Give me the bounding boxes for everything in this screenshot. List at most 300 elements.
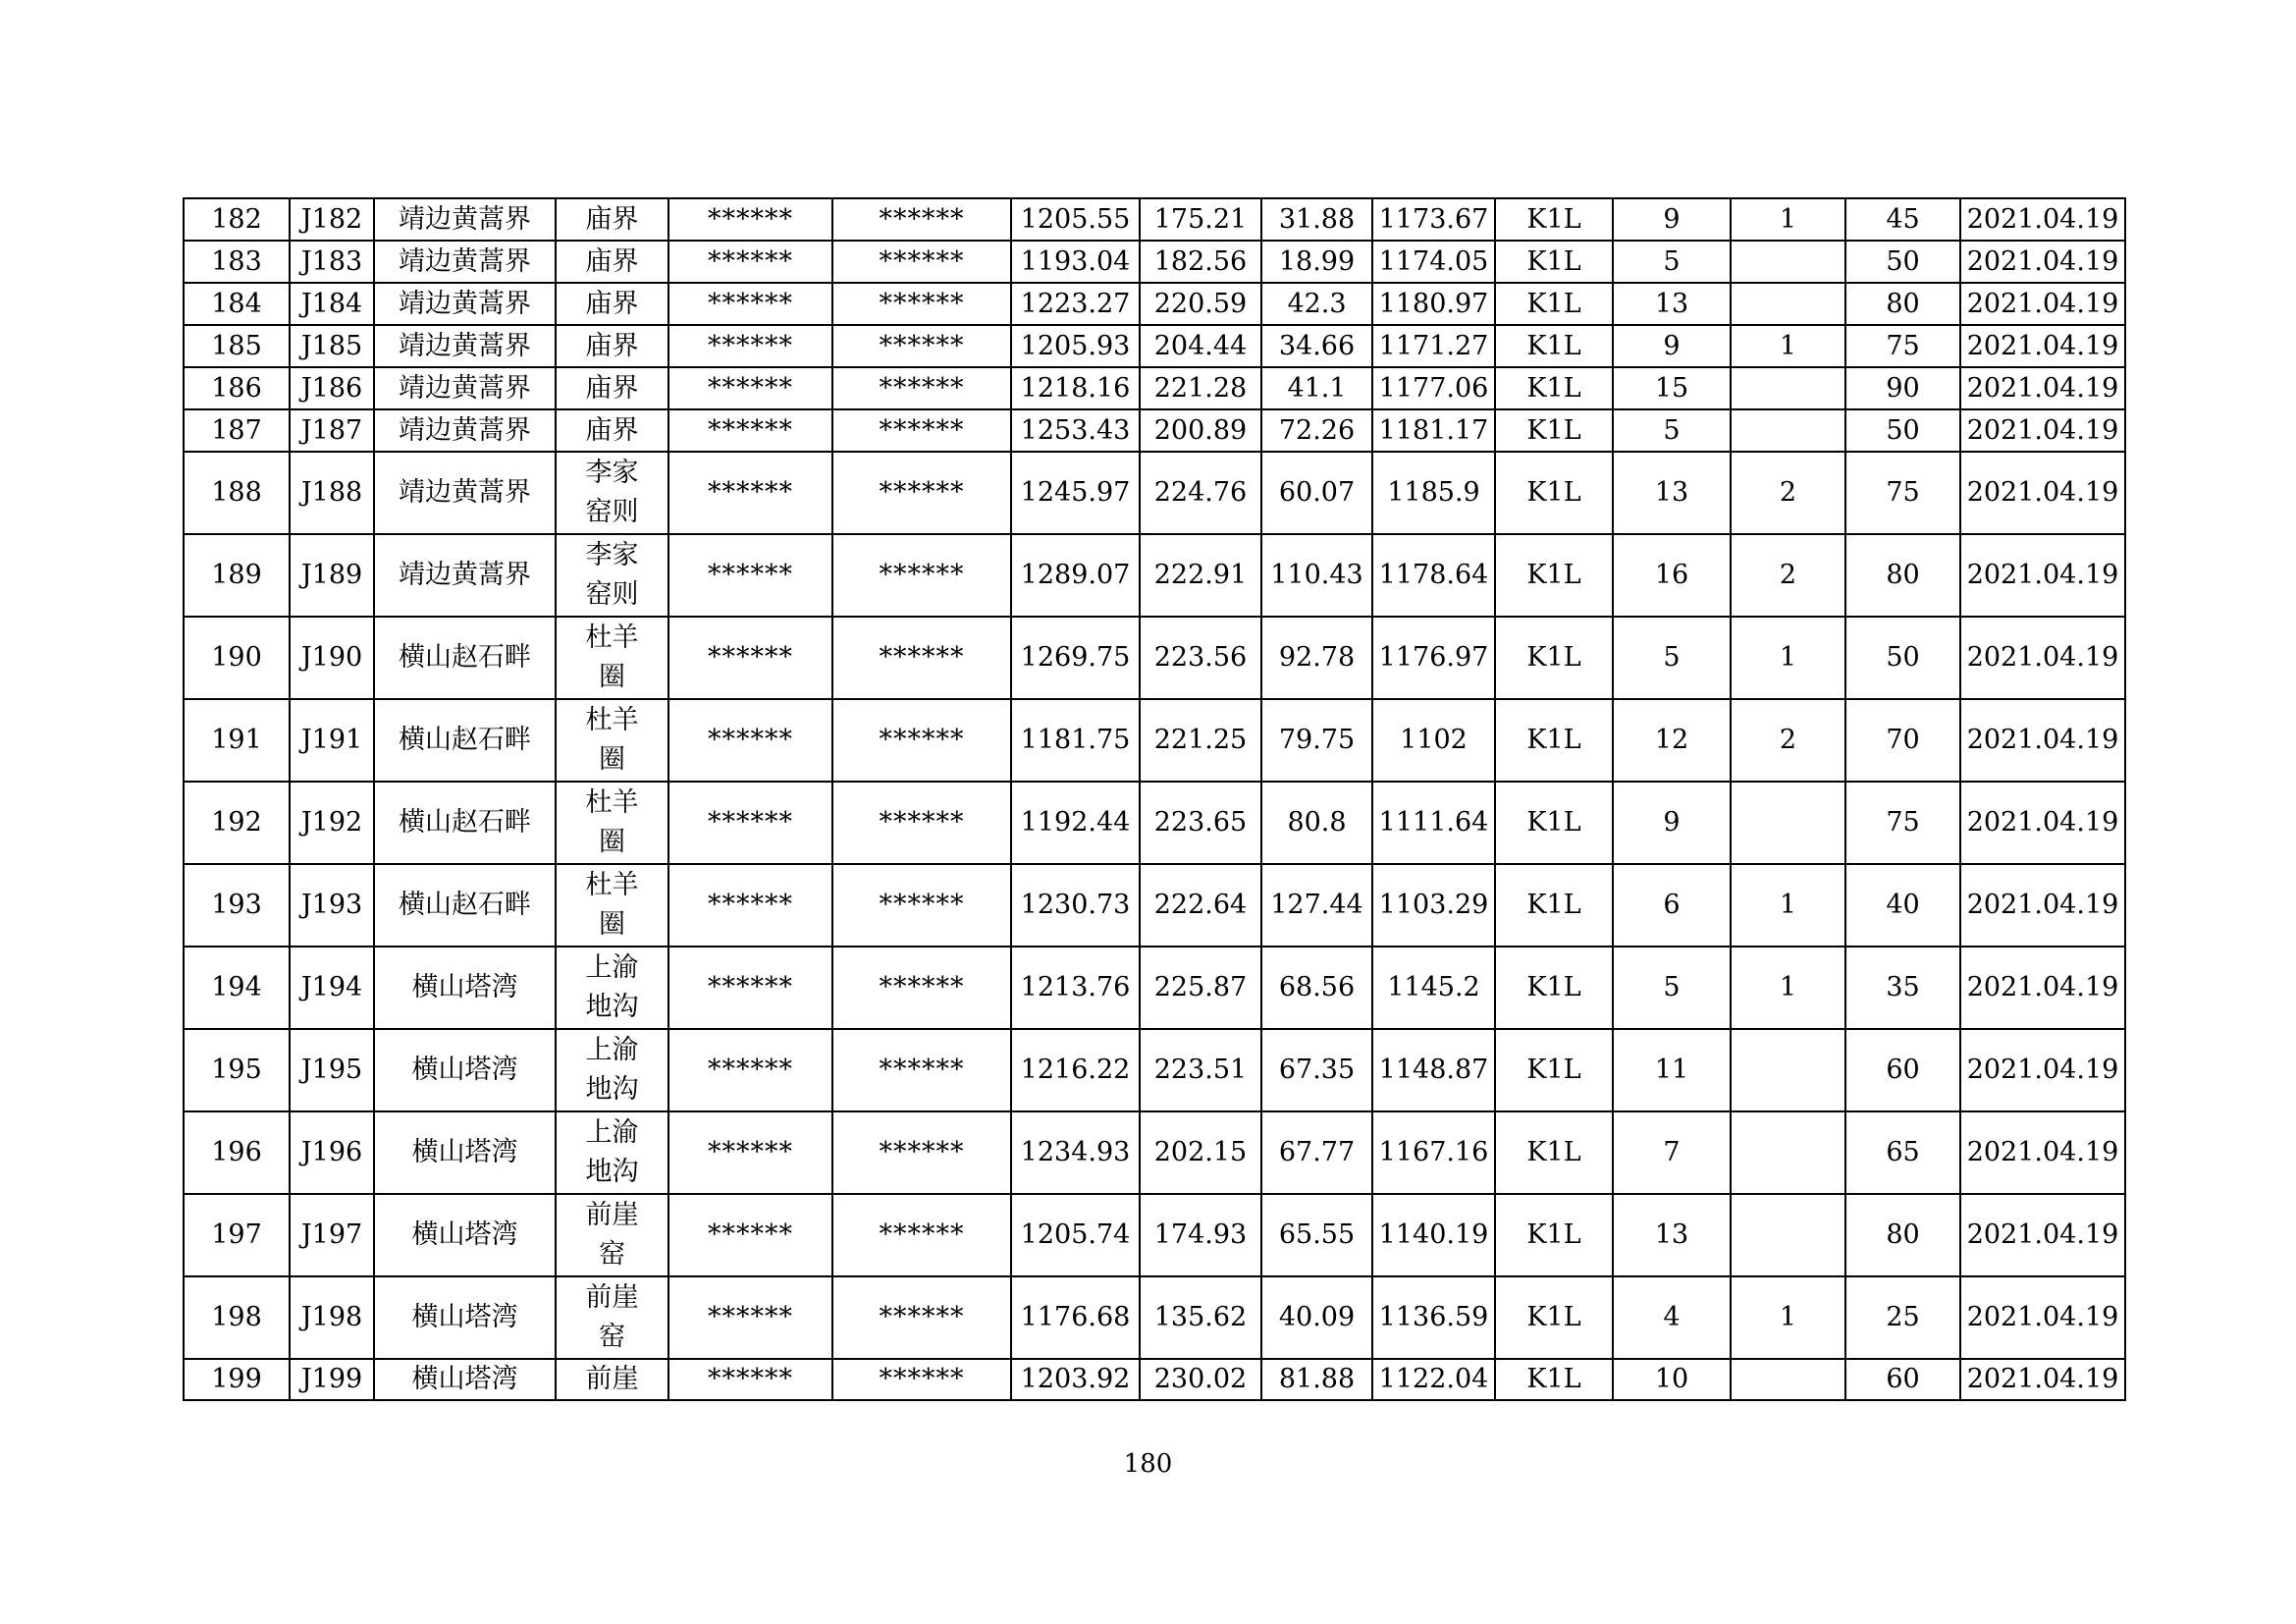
village-line-2: 地沟	[585, 992, 639, 1022]
cell-type: K1L	[1495, 947, 1613, 1029]
cell-masked-b: ******	[832, 1359, 1011, 1400]
cell-code: J199	[290, 1359, 374, 1400]
cell-masked-a: ******	[668, 947, 832, 1029]
cell-masked-b: ******	[832, 699, 1011, 782]
cell-value-4: 1176.97	[1372, 617, 1495, 699]
village-line-1: 前崖	[585, 1282, 639, 1313]
village-line-2: 窑	[599, 1322, 625, 1352]
cell-value-2: 222.64	[1140, 864, 1261, 947]
cell-index: 184	[184, 283, 290, 325]
cell-value-2: 230.02	[1140, 1359, 1261, 1400]
cell-index: 189	[184, 534, 290, 617]
table-row	[184, 409, 2125, 452]
cell-region: 横山赵石畔	[374, 699, 556, 782]
cell-count-3: 80	[1845, 283, 1960, 325]
cell-count-3: 60	[1845, 1359, 1960, 1400]
cell-value-1: 1245.97	[1011, 452, 1140, 534]
cell-index: 188	[184, 452, 290, 534]
cell-region: 横山赵石畔	[374, 782, 556, 864]
cell-masked-b: ******	[832, 534, 1011, 617]
cell-masked-a: ******	[668, 367, 832, 409]
cell-date: 2021.04.19	[1960, 617, 2125, 699]
cell-count-3: 80	[1845, 534, 1960, 617]
cell-value-1: 1193.04	[1011, 241, 1140, 283]
cell-count-3: 75	[1845, 452, 1960, 534]
cell-count-2: 1	[1731, 864, 1845, 947]
cell-region: 靖边黄蒿界	[374, 534, 556, 617]
cell-index: 198	[184, 1276, 290, 1359]
cell-count-3: 70	[1845, 699, 1960, 782]
cell-value-3: 34.66	[1261, 325, 1372, 367]
cell-masked-a: ******	[668, 325, 832, 367]
table-row	[184, 325, 2125, 367]
cell-value-4: 1185.9	[1372, 452, 1495, 534]
cell-masked-b: ******	[832, 198, 1011, 241]
cell-index: 185	[184, 325, 290, 367]
cell-masked-b: ******	[832, 283, 1011, 325]
cell-count-1: 9	[1613, 325, 1731, 367]
cell-value-1: 1269.75	[1011, 617, 1140, 699]
cell-masked-b: ******	[832, 367, 1011, 409]
cell-code: J191	[290, 699, 374, 782]
table-row	[184, 367, 2125, 409]
cell-date: 2021.04.19	[1960, 241, 2125, 283]
cell-count-1: 4	[1613, 1276, 1731, 1359]
cell-value-4: 1136.59	[1372, 1276, 1495, 1359]
table-row	[184, 1029, 2125, 1111]
table-row	[184, 782, 2125, 864]
cell-value-4: 1173.67	[1372, 198, 1495, 241]
cell-value-3: 72.26	[1261, 409, 1372, 452]
cell-masked-b: ******	[832, 409, 1011, 452]
table-row	[184, 1359, 2125, 1400]
cell-date: 2021.04.19	[1960, 283, 2125, 325]
cell-masked-a: ******	[668, 699, 832, 782]
cell-date: 2021.04.19	[1960, 325, 2125, 367]
cell-code: J196	[290, 1111, 374, 1194]
cell-value-1: 1216.22	[1011, 1029, 1140, 1111]
cell-date: 2021.04.19	[1960, 947, 2125, 1029]
cell-masked-a: ******	[668, 1194, 832, 1276]
cell-count-2: 1	[1731, 1276, 1845, 1359]
village-line-1: 上渝	[585, 952, 639, 983]
cell-village	[556, 241, 668, 283]
village-line-1: 前崖	[585, 1364, 639, 1394]
cell-index: 190	[184, 617, 290, 699]
cell-count-2: 2	[1731, 699, 1845, 782]
cell-value-3: 31.88	[1261, 198, 1372, 241]
cell-masked-b: ******	[832, 452, 1011, 534]
cell-value-1: 1234.93	[1011, 1111, 1140, 1194]
cell-type: K1L	[1495, 283, 1613, 325]
village-line-2: 圈	[599, 662, 625, 692]
cell-value-1: 1253.43	[1011, 409, 1140, 452]
cell-type: K1L	[1495, 1276, 1613, 1359]
cell-count-2	[1731, 782, 1845, 864]
cell-count-2	[1731, 409, 1845, 452]
cell-village	[556, 534, 668, 617]
cell-value-2: 204.44	[1140, 325, 1261, 367]
cell-value-1: 1205.55	[1011, 198, 1140, 241]
cell-value-2: 221.28	[1140, 367, 1261, 409]
cell-type: K1L	[1495, 1359, 1613, 1400]
cell-value-3: 81.88	[1261, 1359, 1372, 1400]
cell-value-1: 1176.68	[1011, 1276, 1140, 1359]
cell-masked-a: ******	[668, 1359, 832, 1400]
village-line-2: 地沟	[585, 1157, 639, 1187]
village-line-1: 李家	[585, 458, 639, 488]
cell-count-3: 50	[1845, 617, 1960, 699]
cell-count-1: 10	[1613, 1359, 1731, 1400]
cell-value-3: 68.56	[1261, 947, 1372, 1029]
table-row	[184, 617, 2125, 699]
cell-village	[556, 325, 668, 367]
cell-village	[556, 699, 668, 782]
cell-masked-a: ******	[668, 283, 832, 325]
cell-count-1: 7	[1613, 1111, 1731, 1194]
village-line-1: 庙界	[585, 372, 639, 404]
cell-masked-a: ******	[668, 534, 832, 617]
village-line-2: 圈	[599, 827, 625, 857]
cell-value-3: 92.78	[1261, 617, 1372, 699]
cell-index: 187	[184, 409, 290, 452]
cell-value-3: 60.07	[1261, 452, 1372, 534]
cell-value-4: 1140.19	[1372, 1194, 1495, 1276]
table-row	[184, 198, 2125, 241]
table-row	[184, 699, 2125, 782]
table-body	[184, 198, 2125, 1400]
cell-count-2	[1731, 283, 1845, 325]
cell-index: 191	[184, 699, 290, 782]
cell-date: 2021.04.19	[1960, 534, 2125, 617]
village-line-1: 前崖	[585, 1200, 639, 1230]
cell-count-3: 90	[1845, 367, 1960, 409]
cell-value-2: 222.91	[1140, 534, 1261, 617]
table-row	[184, 864, 2125, 947]
cell-village	[556, 617, 668, 699]
cell-type: K1L	[1495, 1029, 1613, 1111]
cell-value-4: 1167.16	[1372, 1111, 1495, 1194]
cell-count-3: 65	[1845, 1111, 1960, 1194]
cell-code: J192	[290, 782, 374, 864]
cell-masked-a: ******	[668, 1276, 832, 1359]
cell-region: 靖边黄蒿界	[374, 452, 556, 534]
cell-type: K1L	[1495, 198, 1613, 241]
cell-region: 横山塔湾	[374, 1029, 556, 1111]
cell-count-2: 1	[1731, 947, 1845, 1029]
cell-value-1: 1181.75	[1011, 699, 1140, 782]
cell-value-3: 40.09	[1261, 1276, 1372, 1359]
cell-code: J188	[290, 452, 374, 534]
cell-value-3: 18.99	[1261, 241, 1372, 283]
cell-value-3: 65.55	[1261, 1194, 1372, 1276]
cell-index: 186	[184, 367, 290, 409]
cell-type: K1L	[1495, 409, 1613, 452]
cell-code: J183	[290, 241, 374, 283]
table-row	[184, 452, 2125, 534]
cell-masked-b: ******	[832, 947, 1011, 1029]
cell-count-3: 60	[1845, 1029, 1960, 1111]
cell-count-2	[1731, 367, 1845, 409]
cell-code: J194	[290, 947, 374, 1029]
cell-code: J189	[290, 534, 374, 617]
cell-type: K1L	[1495, 617, 1613, 699]
cell-village	[556, 367, 668, 409]
cell-value-3: 79.75	[1261, 699, 1372, 782]
cell-region: 横山塔湾	[374, 1194, 556, 1276]
cell-value-1: 1192.44	[1011, 782, 1140, 864]
cell-masked-a: ******	[668, 782, 832, 864]
table-row	[184, 1194, 2125, 1276]
cell-index: 182	[184, 198, 290, 241]
cell-count-1: 9	[1613, 198, 1731, 241]
cell-count-3: 75	[1845, 325, 1960, 367]
cell-value-2: 174.93	[1140, 1194, 1261, 1276]
cell-code: J182	[290, 198, 374, 241]
cell-date: 2021.04.19	[1960, 782, 2125, 864]
village-line-1: 庙界	[585, 245, 639, 277]
cell-masked-a: ******	[668, 864, 832, 947]
village-line-2: 地沟	[585, 1074, 639, 1105]
cell-count-1: 5	[1613, 409, 1731, 452]
cell-value-3: 67.77	[1261, 1111, 1372, 1194]
cell-count-1: 5	[1613, 241, 1731, 283]
cell-count-1: 13	[1613, 283, 1731, 325]
cell-masked-b: ******	[832, 1111, 1011, 1194]
cell-masked-b: ******	[832, 1194, 1011, 1276]
cell-type: K1L	[1495, 534, 1613, 617]
cell-count-3: 50	[1845, 409, 1960, 452]
cell-village	[556, 1276, 668, 1359]
cell-region: 横山赵石畔	[374, 617, 556, 699]
cell-count-2	[1731, 1359, 1845, 1400]
cell-index: 192	[184, 782, 290, 864]
cell-value-1: 1223.27	[1011, 283, 1140, 325]
cell-value-4: 1103.29	[1372, 864, 1495, 947]
cell-count-3: 80	[1845, 1194, 1960, 1276]
cell-village	[556, 1194, 668, 1276]
cell-index: 183	[184, 241, 290, 283]
cell-count-2	[1731, 1194, 1845, 1276]
cell-village	[556, 198, 668, 241]
table-row	[184, 283, 2125, 325]
cell-value-2: 223.65	[1140, 782, 1261, 864]
table-row	[184, 1111, 2125, 1194]
cell-region: 横山塔湾	[374, 1111, 556, 1194]
cell-index: 196	[184, 1111, 290, 1194]
cell-index: 199	[184, 1359, 290, 1400]
page-number: 180	[1123, 1449, 1173, 1479]
cell-type: K1L	[1495, 782, 1613, 864]
village-line-1: 李家	[585, 540, 639, 570]
cell-count-1: 9	[1613, 782, 1731, 864]
cell-masked-b: ******	[832, 241, 1011, 283]
cell-count-1: 15	[1613, 367, 1731, 409]
cell-count-2	[1731, 1111, 1845, 1194]
cell-count-2: 2	[1731, 452, 1845, 534]
village-line-2: 窑则	[585, 497, 639, 527]
cell-value-3: 67.35	[1261, 1029, 1372, 1111]
cell-region: 靖边黄蒿界	[374, 367, 556, 409]
cell-region: 靖边黄蒿界	[374, 241, 556, 283]
cell-masked-b: ******	[832, 864, 1011, 947]
cell-value-1: 1230.73	[1011, 864, 1140, 947]
cell-code: J195	[290, 1029, 374, 1111]
cell-count-3: 45	[1845, 198, 1960, 241]
table-row	[184, 241, 2125, 283]
village-line-1: 上渝	[585, 1035, 639, 1065]
cell-date: 2021.04.19	[1960, 367, 2125, 409]
cell-value-1: 1213.76	[1011, 947, 1140, 1029]
cell-village	[556, 1359, 668, 1400]
cell-region: 横山塔湾	[374, 1276, 556, 1359]
cell-count-1: 5	[1613, 617, 1731, 699]
cell-type: K1L	[1495, 452, 1613, 534]
cell-value-4: 1174.05	[1372, 241, 1495, 283]
cell-count-3: 75	[1845, 782, 1960, 864]
cell-code: J185	[290, 325, 374, 367]
cell-value-4: 1177.06	[1372, 367, 1495, 409]
cell-code: J193	[290, 864, 374, 947]
cell-type: K1L	[1495, 699, 1613, 782]
village-line-1: 杜羊	[585, 870, 639, 900]
cell-value-4: 1178.64	[1372, 534, 1495, 617]
cell-masked-b: ******	[832, 617, 1011, 699]
cell-count-2: 1	[1731, 617, 1845, 699]
cell-value-4: 1111.64	[1372, 782, 1495, 864]
cell-region: 横山塔湾	[374, 947, 556, 1029]
cell-value-2: 135.62	[1140, 1276, 1261, 1359]
village-line-2: 圈	[599, 744, 625, 775]
cell-code: J197	[290, 1194, 374, 1276]
cell-village	[556, 864, 668, 947]
cell-value-2: 223.51	[1140, 1029, 1261, 1111]
cell-village	[556, 947, 668, 1029]
cell-village	[556, 283, 668, 325]
cell-date: 2021.04.19	[1960, 1359, 2125, 1400]
cell-date: 2021.04.19	[1960, 864, 2125, 947]
cell-region: 靖边黄蒿界	[374, 409, 556, 452]
cell-count-3: 40	[1845, 864, 1960, 947]
cell-count-1: 13	[1613, 452, 1731, 534]
cell-masked-a: ******	[668, 617, 832, 699]
cell-value-3: 110.43	[1261, 534, 1372, 617]
cell-type: K1L	[1495, 1111, 1613, 1194]
cell-count-1: 6	[1613, 864, 1731, 947]
cell-village	[556, 1111, 668, 1194]
cell-value-3: 42.3	[1261, 283, 1372, 325]
cell-value-4: 1102	[1372, 699, 1495, 782]
cell-value-4: 1180.97	[1372, 283, 1495, 325]
cell-date: 2021.04.19	[1960, 409, 2125, 452]
cell-village	[556, 409, 668, 452]
cell-date: 2021.04.19	[1960, 198, 2125, 241]
cell-value-3: 41.1	[1261, 367, 1372, 409]
cell-value-1: 1203.92	[1011, 1359, 1140, 1400]
cell-index: 193	[184, 864, 290, 947]
cell-count-3: 35	[1845, 947, 1960, 1029]
table-row	[184, 947, 2125, 1029]
cell-value-2: 202.15	[1140, 1111, 1261, 1194]
cell-value-4: 1181.17	[1372, 409, 1495, 452]
village-line-2: 窑	[599, 1239, 625, 1270]
cell-value-1: 1289.07	[1011, 534, 1140, 617]
cell-value-2: 175.21	[1140, 198, 1261, 241]
cell-value-4: 1145.2	[1372, 947, 1495, 1029]
cell-village	[556, 782, 668, 864]
cell-value-1: 1205.74	[1011, 1194, 1140, 1276]
cell-index: 195	[184, 1029, 290, 1111]
village-line-1: 庙界	[585, 330, 639, 361]
cell-value-3: 80.8	[1261, 782, 1372, 864]
cell-type: K1L	[1495, 367, 1613, 409]
village-line-1: 庙界	[585, 414, 639, 446]
cell-village	[556, 452, 668, 534]
cell-type: K1L	[1495, 864, 1613, 947]
cell-value-1: 1218.16	[1011, 367, 1140, 409]
cell-count-1: 13	[1613, 1194, 1731, 1276]
cell-code: J186	[290, 367, 374, 409]
cell-value-4: 1148.87	[1372, 1029, 1495, 1111]
cell-region: 靖边黄蒿界	[374, 325, 556, 367]
cell-date: 2021.04.19	[1960, 1029, 2125, 1111]
village-line-1: 杜羊	[585, 787, 639, 818]
cell-value-4: 1171.27	[1372, 325, 1495, 367]
cell-value-2: 221.25	[1140, 699, 1261, 782]
cell-type: K1L	[1495, 241, 1613, 283]
cell-masked-a: ******	[668, 241, 832, 283]
cell-type: K1L	[1495, 1194, 1613, 1276]
cell-count-1: 5	[1613, 947, 1731, 1029]
cell-count-2: 1	[1731, 325, 1845, 367]
cell-masked-a: ******	[668, 198, 832, 241]
cell-masked-a: ******	[668, 452, 832, 534]
cell-masked-a: ******	[668, 1111, 832, 1194]
cell-count-2: 2	[1731, 534, 1845, 617]
cell-index: 194	[184, 947, 290, 1029]
cell-count-2: 1	[1731, 198, 1845, 241]
data-table	[183, 197, 2126, 1401]
cell-masked-b: ******	[832, 1276, 1011, 1359]
cell-value-2: 225.87	[1140, 947, 1261, 1029]
cell-count-3: 50	[1845, 241, 1960, 283]
cell-type: K1L	[1495, 325, 1613, 367]
village-line-1: 杜羊	[585, 623, 639, 653]
table-row	[184, 534, 2125, 617]
cell-region: 横山塔湾	[374, 1359, 556, 1400]
cell-code: J198	[290, 1276, 374, 1359]
cell-count-1: 12	[1613, 699, 1731, 782]
cell-value-3: 127.44	[1261, 864, 1372, 947]
cell-count-3: 25	[1845, 1276, 1960, 1359]
table-row	[184, 1276, 2125, 1359]
village-line-2: 窑则	[585, 579, 639, 610]
cell-region: 靖边黄蒿界	[374, 283, 556, 325]
cell-code: J190	[290, 617, 374, 699]
cell-value-2: 200.89	[1140, 409, 1261, 452]
cell-masked-a: ******	[668, 1029, 832, 1111]
village-line-2: 圈	[599, 909, 625, 940]
cell-value-2: 220.59	[1140, 283, 1261, 325]
cell-date: 2021.04.19	[1960, 1111, 2125, 1194]
cell-count-1: 11	[1613, 1029, 1731, 1111]
cell-region: 靖边黄蒿界	[374, 198, 556, 241]
cell-date: 2021.04.19	[1960, 699, 2125, 782]
cell-code: J187	[290, 409, 374, 452]
cell-village	[556, 1029, 668, 1111]
cell-region: 横山赵石畔	[374, 864, 556, 947]
cell-value-2: 182.56	[1140, 241, 1261, 283]
